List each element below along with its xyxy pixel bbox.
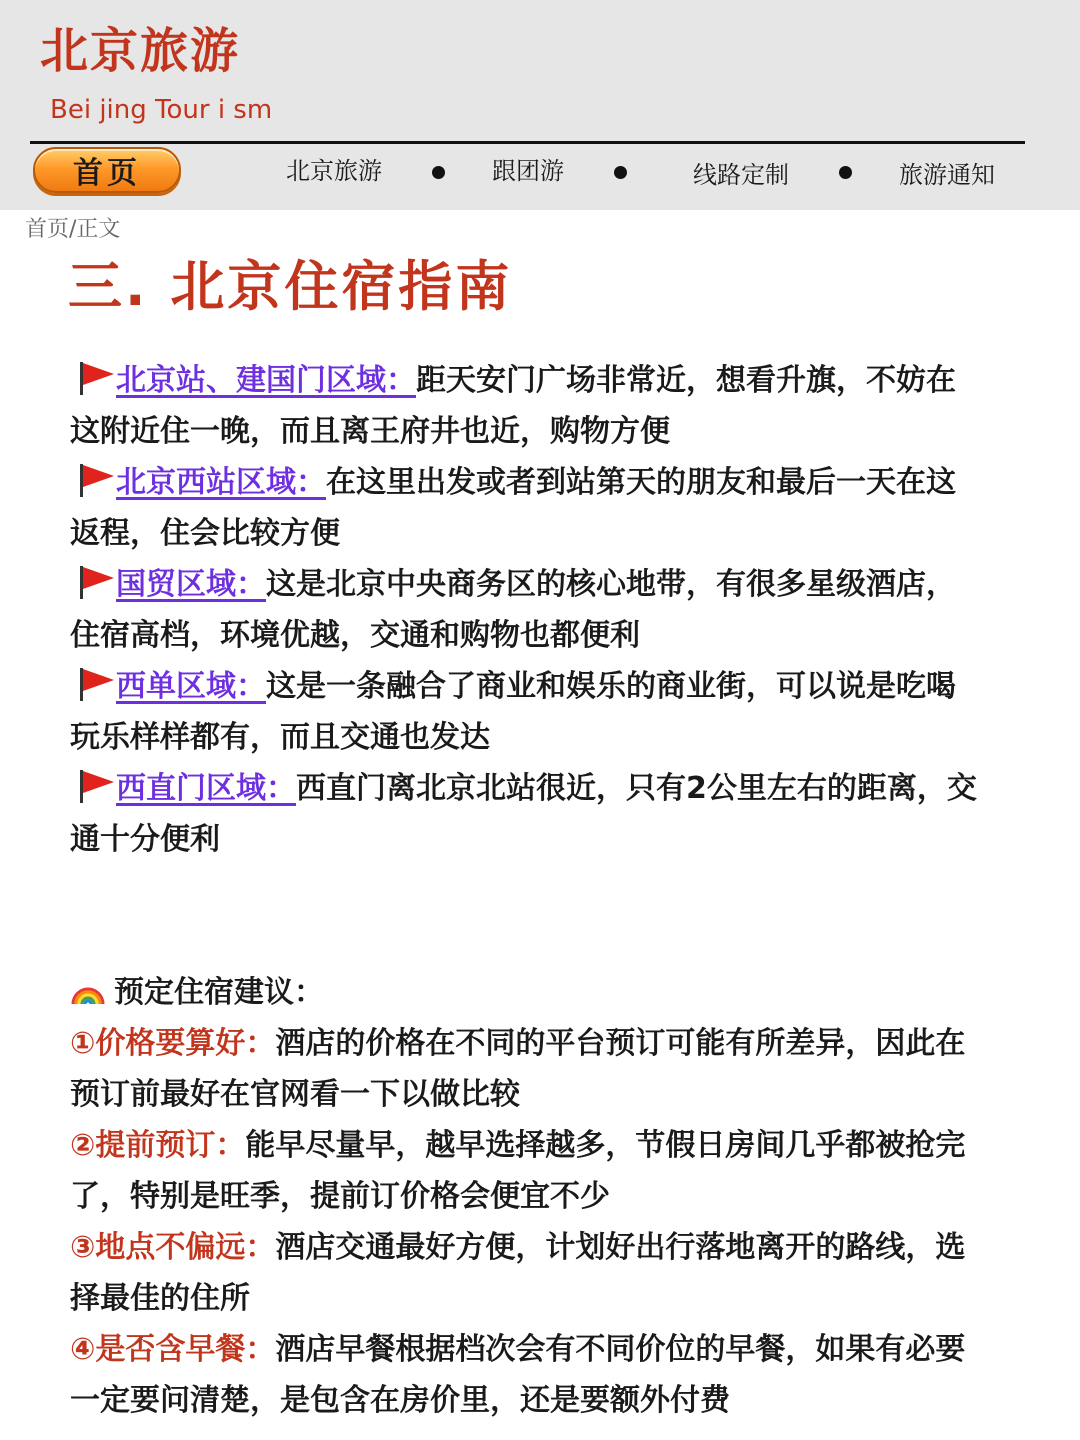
tip-item	[70, 1324, 985, 1426]
area-description: 西直门离北京北站很近，只有2公里左右的距离，交通十分便利	[70, 771, 977, 857]
area-entry	[70, 559, 985, 661]
tip-item	[70, 1120, 985, 1222]
nav-separator-dot	[614, 166, 627, 179]
nav-item-custom-route[interactable]: 线路定制	[693, 161, 789, 189]
section-spacer	[70, 916, 985, 967]
tip-item	[70, 1222, 985, 1324]
tip-label: ②提前预订：	[70, 1128, 246, 1163]
area-description: 这是一条融合了商业和娱乐的商业街，可以说是吃喝玩乐样样都有，而且交通也发达	[70, 669, 956, 755]
area-link-xizhimen[interactable]: 西直门区域：	[116, 771, 296, 806]
tips-heading	[70, 967, 985, 1018]
tip-text: 酒店交通最好方便，计划好出行落地离开的路线，选择最佳的住所	[70, 1230, 966, 1316]
site-title: 北京旅游	[40, 23, 241, 79]
nav-separator-dot	[839, 166, 852, 179]
red-flag-icon	[76, 564, 116, 600]
tip-text: 酒店早餐根据档次会有不同价位的早餐，如果有必要一定要问清楚，是包含在房价里，还是要额外付费	[70, 1332, 966, 1418]
nav-item-group-tour[interactable]: 跟团游	[492, 157, 564, 185]
rainbow-icon	[70, 976, 106, 1006]
area-entry	[70, 355, 985, 457]
tip-text: 酒店的价格在不同的平台预订可能有所差异，因此在预订前最好在官网看一下以做比较	[70, 1026, 966, 1112]
area-link-guomao[interactable]: 国贸区域：	[116, 567, 266, 602]
area-link-xidan[interactable]: 西单区域：	[116, 669, 266, 704]
article-content	[70, 355, 985, 1426]
tip-text: 能早尽量早，越早选择越多，节假日房间几乎都被抢完了，特别是旺季，提前订价格会便宜不少	[70, 1128, 966, 1214]
red-flag-icon	[76, 360, 116, 396]
tip-label: ④是否含早餐：	[70, 1332, 276, 1367]
tips-heading-label: 预定住宿建议：	[114, 975, 324, 1010]
section-spacer	[70, 865, 985, 916]
area-link-beijing-west-station[interactable]: 北京西站区域：	[116, 465, 326, 500]
red-flag-icon	[76, 768, 116, 804]
header-divider	[30, 141, 1025, 144]
area-description: 距天安门广场非常近，想看升旗，不妨在这附近住一晚，而且离王府井也近，购物方便	[70, 363, 956, 449]
tip-label: ①价格要算好：	[70, 1026, 276, 1061]
breadcrumb[interactable]: 首页/正文	[25, 217, 121, 242]
tip-item	[70, 1018, 985, 1120]
area-link-beijing-station[interactable]: 北京站、建国门区域：	[116, 363, 416, 398]
area-entry	[70, 763, 985, 865]
red-flag-icon	[76, 462, 116, 498]
area-description: 这是北京中央商务区的核心地带，有很多星级酒店，住宿高档，环境优越，交通和购物也都便利	[70, 567, 956, 653]
site-header	[0, 0, 1080, 210]
area-entry	[70, 457, 985, 559]
nav-item-travel-notice[interactable]: 旅游通知	[899, 161, 995, 189]
area-description: 在这里出发或者到站第天的朋友和最后一天在这返程，住会比较方便	[70, 465, 956, 551]
red-flag-icon	[76, 666, 116, 702]
area-entry	[70, 661, 985, 763]
section-heading: 三. 北京住宿指南	[68, 255, 513, 318]
nav-separator-dot	[432, 166, 445, 179]
nav-item-beijing-tour[interactable]: 北京旅游	[286, 157, 382, 185]
site-subtitle: Bei jing Tour i sm	[50, 95, 273, 125]
home-button[interactable]: 首页	[33, 147, 181, 193]
tip-label: ③地点不偏远：	[70, 1230, 276, 1265]
